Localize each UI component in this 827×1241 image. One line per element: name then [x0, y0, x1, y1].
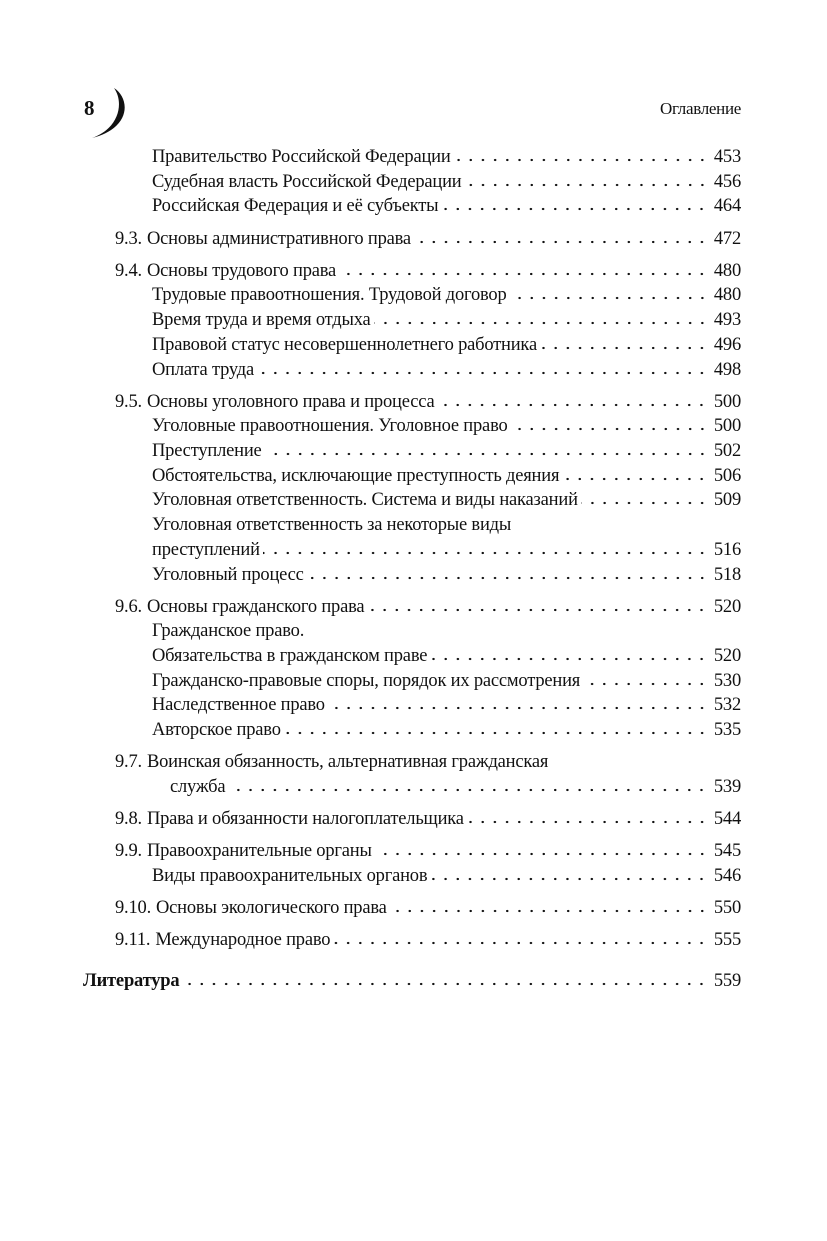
toc-entry-title: Уголовная ответственность. Система и виды наказаний — [152, 490, 578, 511]
page-number: 8 — [84, 96, 95, 120]
toc-entry[interactable] — [83, 718, 741, 743]
dot-leader — [339, 272, 708, 276]
toc-entry-line — [83, 194, 741, 219]
toc-entry[interactable] — [83, 414, 741, 439]
toc-entry-page: 456 — [713, 171, 741, 192]
toc-entry-page: 480 — [713, 285, 741, 306]
toc-entry-line — [83, 619, 741, 644]
toc-entry-line — [83, 145, 741, 170]
toc-entry-page: 502 — [713, 441, 741, 462]
dot-leader — [390, 909, 708, 913]
toc-entry-line — [83, 807, 741, 832]
toc-entry-page: 506 — [713, 465, 741, 486]
toc-entry-line — [83, 669, 741, 694]
toc-entry-title: Основы экологического права — [156, 898, 387, 919]
toc-entry[interactable] — [83, 693, 741, 718]
toc-entry-line — [83, 227, 741, 252]
toc-entry[interactable] — [83, 595, 741, 620]
toc-entry-number: 9.4. — [115, 260, 142, 281]
toc-entry-line — [83, 928, 741, 953]
dot-leader — [454, 158, 708, 162]
dot-leader — [430, 657, 708, 661]
dot-leader — [467, 820, 708, 824]
toc-entry-line — [83, 283, 741, 308]
toc-entry[interactable] — [83, 283, 741, 308]
toc-entry-number: 9.10. — [115, 898, 152, 919]
dot-leader — [510, 296, 708, 300]
toc-entry-page: 500 — [713, 391, 741, 412]
toc-entry[interactable] — [83, 227, 741, 252]
dot-leader — [441, 207, 708, 211]
dot-leader — [265, 452, 708, 456]
toc-entry[interactable] — [83, 807, 741, 832]
toc-entry-line — [83, 718, 741, 743]
toc-entry-title: Основы трудового права — [146, 260, 337, 281]
toc-entry-line — [83, 644, 741, 669]
toc-entry-title: Оплата труда — [152, 359, 254, 380]
toc-entry-title: Правительство Российской Федерации — [152, 147, 451, 167]
toc-entry-number: 9.6. — [115, 596, 142, 617]
toc-entry-page: 532 — [713, 695, 741, 716]
toc-entry-page: 555 — [713, 930, 741, 951]
toc-entry-line — [83, 464, 741, 489]
toc-entry[interactable] — [83, 194, 741, 219]
toc-entry-title: Судебная власть Российской Федерации — [152, 171, 462, 192]
toc-entry-title: Наследственное право — [152, 695, 325, 716]
toc-entry-page: 493 — [713, 310, 741, 331]
toc-entry-number: 9.7. — [115, 752, 142, 773]
toc-entry-line — [83, 839, 741, 864]
toc-entry[interactable] — [83, 619, 741, 668]
dot-leader — [228, 788, 708, 792]
toc-entry-line — [83, 333, 741, 358]
toc-entry[interactable] — [83, 896, 741, 921]
dot-leader — [511, 427, 708, 431]
toc-entry-title: Международное право — [155, 930, 331, 951]
toc-section-group — [83, 928, 741, 953]
toc-entry-line — [83, 538, 741, 563]
dot-leader — [375, 852, 708, 856]
toc-entry-line — [83, 308, 741, 333]
toc-entry-line — [83, 775, 741, 800]
toc-entry-line — [83, 563, 741, 588]
toc-entry-title: Трудовые правоотношения. Трудовой договор — [152, 285, 507, 306]
toc-entry-literature[interactable] — [83, 969, 741, 994]
toc-entry-page: 559 — [713, 971, 741, 992]
toc-entry[interactable] — [83, 669, 741, 694]
toc-entry-page: 464 — [713, 196, 741, 217]
toc-entry-line — [83, 513, 741, 538]
toc-entry[interactable] — [83, 839, 741, 864]
toc-entry[interactable] — [83, 308, 741, 333]
toc-entry-title: Время труда и время отдыха — [152, 310, 371, 331]
toc-entry[interactable] — [83, 928, 741, 953]
toc-section-group — [83, 145, 741, 219]
toc-section-group — [83, 390, 741, 588]
dot-leader — [414, 240, 708, 244]
dot-leader — [284, 731, 708, 735]
toc-entry-title: преступлений — [152, 539, 260, 560]
dot-leader — [437, 403, 708, 407]
toc-entry-title: служба — [170, 777, 226, 797]
toc-entry-title: Правовой статус несовершеннолетнего работника — [152, 334, 537, 355]
toc-entry-page: 544 — [713, 809, 741, 830]
toc-entry-title: Уголовные правоотношения. Уголовное право — [152, 416, 508, 437]
toc-entry-page: 498 — [713, 359, 741, 380]
toc-section-group — [83, 896, 741, 921]
dot-leader — [430, 877, 708, 881]
toc-entry-page: 520 — [713, 596, 741, 617]
toc-entry[interactable] — [83, 145, 741, 170]
toc-entry-line — [83, 390, 741, 415]
toc-entry-line — [83, 595, 741, 620]
toc-entry[interactable] — [83, 750, 741, 799]
toc-entry-page: 509 — [713, 490, 741, 511]
toc-entry-line — [83, 259, 741, 284]
toc-entry-page: 520 — [713, 646, 741, 667]
toc-entry-title: Обстоятельства, исключающие преступность деяния — [152, 465, 560, 486]
toc-entry-page: 539 — [713, 777, 741, 797]
toc-entry-title: Права и обязанности налогоплательщика — [146, 809, 464, 830]
toc-entry-page: 453 — [713, 147, 741, 167]
table-of-contents — [83, 145, 741, 994]
crescent-ornament-icon — [84, 84, 136, 140]
toc-entry-title: Уголовный процесс — [152, 564, 304, 585]
toc-section-group — [83, 839, 741, 888]
toc-section-group — [83, 259, 741, 382]
dot-leader — [257, 371, 708, 375]
toc-entry[interactable] — [83, 259, 741, 284]
toc-section-group — [83, 227, 741, 252]
toc-entry-title: Преступление — [152, 441, 262, 462]
toc-entry-line — [83, 693, 741, 718]
toc-entry-title: Литература — [83, 971, 180, 992]
toc-entry-title: Гражданское право. — [152, 621, 305, 642]
toc-section-group — [83, 807, 741, 832]
toc-entry-line — [83, 358, 741, 383]
dot-leader — [328, 706, 708, 710]
toc-entry-page: 516 — [713, 539, 741, 560]
toc-entry[interactable] — [83, 563, 741, 588]
toc-entry-number: 9.3. — [115, 228, 142, 249]
toc-entry-title: Авторское право — [152, 720, 281, 741]
toc-entry-line — [83, 750, 741, 775]
dot-leader — [367, 608, 708, 612]
dot-leader — [307, 576, 708, 580]
dot-leader — [583, 682, 708, 686]
toc-entry-page: 480 — [713, 260, 741, 281]
toc-entry-page: 496 — [713, 334, 741, 355]
toc-entry-page: 545 — [713, 841, 741, 862]
toc-entry-number: 9.11. — [115, 930, 151, 951]
toc-entry-line — [83, 170, 741, 195]
toc-entry-page: 530 — [713, 670, 741, 691]
dot-leader — [540, 346, 708, 350]
toc-entry-title: Российская Федерация и её субъекты — [152, 196, 439, 217]
toc-entry[interactable] — [83, 464, 741, 489]
toc-entry-title: Основы гражданского права — [146, 596, 365, 617]
running-title: Оглавление — [660, 99, 741, 118]
toc-entry-line — [83, 488, 741, 513]
toc-entry[interactable] — [83, 513, 741, 562]
toc-entry-page: 472 — [713, 228, 741, 249]
toc-entry-line — [83, 864, 741, 889]
toc-entry-page: 518 — [713, 564, 741, 585]
dot-leader — [263, 551, 708, 555]
toc-entry-line — [83, 439, 741, 464]
toc-entry-title: Гражданско-правовые споры, порядок их рассмотрения — [152, 670, 581, 691]
toc-entry[interactable] — [83, 390, 741, 415]
dot-leader — [562, 477, 708, 481]
toc-section-group — [83, 750, 741, 799]
toc-entry-page: 546 — [713, 866, 741, 887]
dot-leader — [333, 941, 708, 945]
toc-entry-title: Обязательства в гражданском праве — [152, 646, 428, 667]
toc-entry[interactable] — [83, 488, 741, 513]
toc-entry-page: 535 — [713, 720, 741, 741]
toc-entry-number: 9.8. — [115, 809, 142, 830]
dot-leader — [581, 501, 708, 505]
toc-entry[interactable] — [83, 358, 741, 383]
toc-entry-title: Уголовная ответственность за некоторые виды — [152, 515, 512, 536]
dot-leader — [182, 982, 708, 986]
toc-entry[interactable] — [83, 333, 741, 358]
toc-entry-page: 550 — [713, 898, 741, 919]
dot-leader — [374, 321, 708, 325]
toc-entry-page: 500 — [713, 416, 741, 437]
toc-entry[interactable] — [83, 864, 741, 889]
toc-entry-line — [83, 896, 741, 921]
toc-entry-number: 9.5. — [115, 391, 142, 412]
toc-section-group — [83, 595, 741, 743]
toc-entry-title: Основы уголовного права и процесса — [146, 391, 435, 412]
toc-entry[interactable] — [83, 170, 741, 195]
dot-leader — [465, 183, 708, 187]
toc-entry-title: Правоохранительные органы — [146, 841, 372, 862]
toc-entry-line — [83, 414, 741, 439]
toc-entry-title: Воинская обязанность, альтернативная гражданская — [146, 752, 549, 773]
toc-entry-number: 9.9. — [115, 841, 142, 862]
toc-entry-title: Виды правоохранительных органов — [152, 866, 428, 887]
toc-entry[interactable] — [83, 439, 741, 464]
toc-entry-title: Основы административного права — [146, 228, 411, 249]
